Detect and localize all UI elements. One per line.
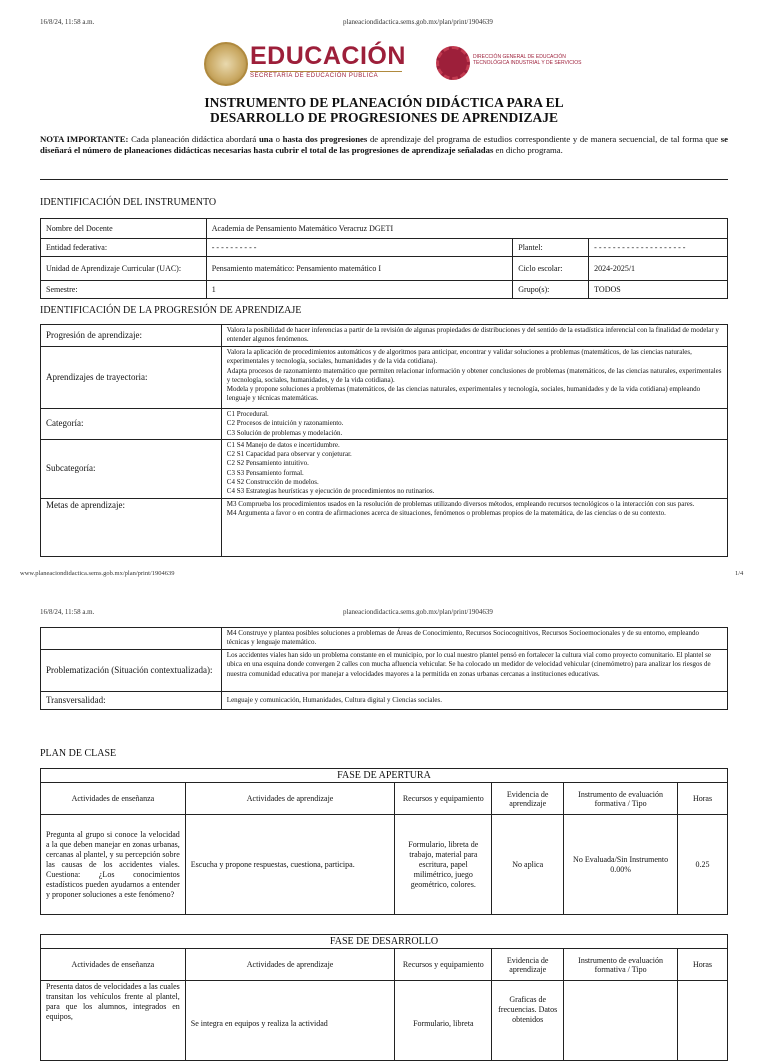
divider [40,179,728,180]
print-datetime: 16/8/24, 11:58 a.m. [40,18,95,26]
table-header-row: Actividades de enseñanza Actividades de aprendizaje Recursos y equipamiento Evidencia de aprendizaje Instrumento de evaluación formativa / Tipo Horas [41,783,728,815]
instrument-table [40,218,728,299]
section-title-instrument: IDENTIFICACIÓN DEL INSTRUMENTO [40,197,217,208]
table-row: Presenta datos de velocidades a las cuales transitan los vehículos frente al plantel, para que los alumnos, integrados en equipos, Se integra en equipos y realiza la actividad Formulario, libreta Graficas de frecuencias. Datos obtenidos [41,981,728,1061]
table-row: Categoría: C1 Procedural. C2 Procesos de intuición y razonamiento. C3 Solución de problemas y modelación. [41,409,728,440]
table-row: Nombre del Docente Academia de Pensamiento Matemático Veracruz DGETI [41,219,728,239]
table-row: Semestre: 1 Grupo(s): TODOS [41,281,728,299]
dgeti-logo-text: DIRECCIÓN GENERAL DE EDUCACIÓN TECNOLÓGICA INDUSTRIAL Y DE SERVICIOS [473,54,582,66]
mexico-seal-icon [204,42,248,86]
print-url: planeaciondidactica.sems.gob.mx/plan/print/1904639 [343,608,493,616]
table-row: Progresión de aprendizaje: Valora la posibilidad de hacer inferencias a partir de la revisión de algunas propiedades de distribuciones y del sentido de la estadística inferencial con la finalidad de modelar y entender algunos fenómenos. [41,325,728,347]
table-row: Pregunta al grupo si conoce la velocidad a la que deben manejar en zonas urbanas, cercanas al plantel, y su percepción sobre las causas de los accidentes viales. Cuestiona: ¿Los conocimientos estadísticos pueden ayudarnos a entender y proponer soluciones a este fenómeno? Escucha y propone respuestas, cuestiona, participa. Formulario, libreta de trabajo, material para escritura, papel milimétrico, juego geométrico, colores. No aplica No Evaluada/Sin Instrumento 0.00% 0.25 [41,815,728,915]
dgeti-gear-icon [436,46,470,80]
progression-table [40,324,728,557]
logo-banner [200,40,580,90]
desarrollo-table [40,934,728,1061]
progression-table-continued [40,627,728,710]
print-datetime: 16/8/24, 11:58 a.m. [40,608,95,616]
sep-logo-text: SECRETARÍA DE EDUCACIÓN PÚBLICA [250,73,379,79]
table-header-row: Actividades de enseñanza Actividades de aprendizaje Recursos y equipamiento Evidencia de aprendizaje Instrumento de evaluación formativa / Tipo Horas [41,949,728,981]
education-logo-text: EDUCACIÓN [250,42,406,70]
table-row: M4 Construye y plantea posibles soluciones a problemas de Áreas de Conocimiento, Recursos Sociocognitivos, Recursos Socioemocionales y de su entorno, empleando técnicas y lenguaje matemático. [41,628,728,650]
document-title: INSTRUMENTO DE PLANEACIÓN DIDÁCTICA PARA EL DESARROLLO DE PROGRESIONES DE APRENDIZAJE [204,95,564,125]
plan-title: PLAN DE CLASE [40,748,117,759]
apertura-table [40,768,728,915]
docente-value: Academia de Pensamiento Matemático Veracruz DGETI [206,219,727,239]
table-row: Unidad de Aprendizaje Curricular (UAC): Pensamiento matemático: Pensamiento matemático I Ciclo escolar: 2024-2025/1 [41,257,728,281]
table-row: Problematización (Situación contextualizada): Los accidentes viales han sido un problema constante en el municipio, por lo cual nuestro plantel pensó en fortalecer la cultura vial como proyecto comunitario. El plantel se ubica en una esquina donde convergen 2 calles con mucha afluencia vehicular. Se ha colocado un medidor de velocidad vehicular (cinemómetro) para analizar los riesgos de nuestra comunidad educativa por manejar a velocidades mayores a la permitida en zonas urbanas cercanas a instituciones educativas. [41,650,728,692]
important-note: NOTA IMPORTANTE: Cada planeación didáctica abordará una o hasta dos progresiones de aprendizaje del programa de estudios correspondiente y de manera secuencial, de tal forma que se diseñará el número de planeaciones didácticas necesarias hasta cubrir el total de las progresiones de aprendizaje señaladas en dicho programa. [40,134,729,155]
desarrollo-title: FASE DE DESARROLLO [41,935,728,949]
table-row: Transversalidad: Lenguaje y comunicación, Humanidades, Cultura digital y Ciencias sociales. [41,692,728,710]
section-title-progression: IDENTIFICACIÓN DE LA PROGRESIÓN DE APRENDIZAJE [40,305,302,316]
print-url: planeaciondidactica.sems.gob.mx/plan/print/1904639 [343,18,493,26]
footer-url: www.planeaciondidactica.sems.gob.mx/plan/print/1904639 [20,570,175,577]
logo-divider [250,71,402,72]
table-row: Aprendizajes de trayectoria: Valora la aplicación de procedimientos automáticos y de algoritmos para anticipar, encontrar y validar soluciones a problemas (matemáticos, de las ciencias naturales, experimentales y tecnología, sociales, humanidades y de la vida cotidiana). Adapta procesos de razonamiento matemático que permiten relacionar información y obtener conclusiones de problemas (matemáticos, de las ciencias naturales, experimentales y tecnología, sociales, humanidades, y de la vida cotidiana). Modela y propone soluciones a problemas (matemáticos, de las ciencias naturales, experimentales y tecnología, sociales, humanidades y de la vida cotidiana) empleando lenguaje y técnicas matemáticas. [41,347,728,409]
table-row: Entidad federativa: - - - - - - - - - - Plantel: - - - - - - - - - - - - - - - - - - - - [41,239,728,257]
apertura-title: FASE DE APERTURA [41,769,728,783]
table-row: Subcategoría: C1 S4 Manejo de datos e incertidumbre. C2 S1 Capacidad para observar y conjeturar. C2 S2 Pensamiento intuitivo. C3 S3 Pensamiento formal. C4 S2 Construcción de modelos. C4 S3 Estrategias heurísticas y ejecución de procedimientos no rutinarios. [41,439,728,498]
page-number: 1/4 [735,570,744,577]
table-row: Metas de aprendizaje: M3 Comprueba los procedimientos usados en la resolución de problemas utilizando diversos métodos, empleando recursos tecnológicos o la interacción con sus pares. M4 Argumenta a favor o en contra de afirmaciones acerca de situaciones, fenómenos o problemas propios de la matemática, de las ciencias o de su contexto. [41,498,728,556]
